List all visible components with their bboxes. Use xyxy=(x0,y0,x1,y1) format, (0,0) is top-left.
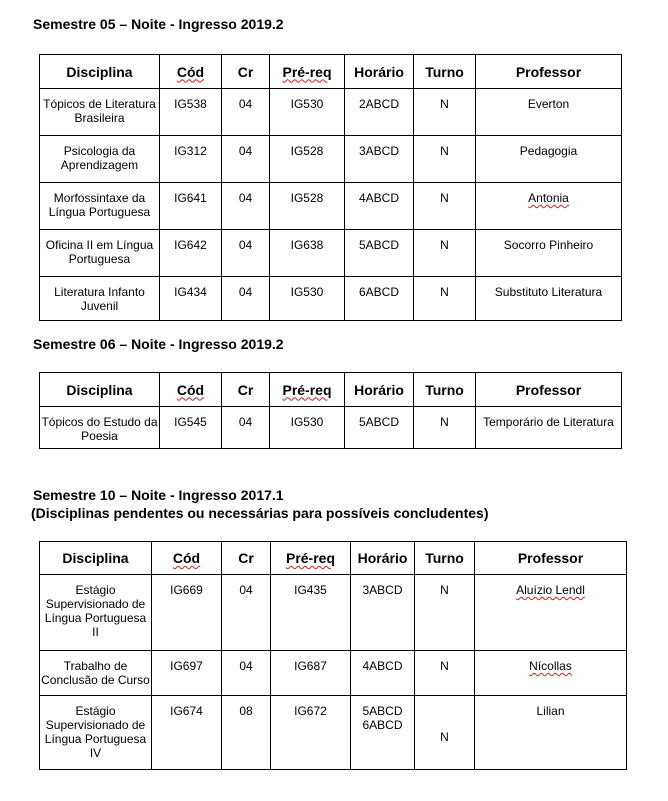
cell-cr: 04 xyxy=(222,651,271,696)
cell-horario xyxy=(351,696,415,770)
cell-disciplina: Morfossintaxe da Língua Portuguesa xyxy=(40,183,160,230)
table-row xyxy=(40,277,622,321)
cell-turno: N xyxy=(414,277,476,321)
cell-turno: N xyxy=(414,136,476,183)
table-row xyxy=(40,230,622,277)
cell-cod: IG312 xyxy=(160,136,222,183)
header-cr: Cr xyxy=(222,542,271,575)
cell-cr: 04 xyxy=(222,407,270,449)
cell-professor: Temporário de Literatura xyxy=(476,407,622,449)
cell-professor: Pedagogia xyxy=(476,136,622,183)
cell-prereq: IG687 xyxy=(271,651,351,696)
cell-horario: 5ABCD xyxy=(345,230,414,277)
cell-disciplina: Tópicos do Estudo da Poesia xyxy=(40,407,160,449)
header-horario: Horário xyxy=(351,542,415,575)
cell-professor: Antonia xyxy=(476,183,622,230)
cell-professor: Nícollas xyxy=(475,651,627,696)
table-row xyxy=(40,575,627,651)
cell-cod: IG538 xyxy=(160,89,222,136)
cell-turno: N xyxy=(414,89,476,136)
cell-cr: 04 xyxy=(222,230,270,277)
header-professor: Professor xyxy=(476,55,622,89)
cell-turno: N xyxy=(415,651,475,696)
header-professor: Professor xyxy=(476,373,622,407)
cell-prereq: IG435 xyxy=(271,575,351,651)
cell-cod: IG697 xyxy=(152,651,222,696)
cell-cr: 08 xyxy=(222,696,271,770)
cell-disciplina: Psicologia da Aprendizagem xyxy=(40,136,160,183)
header-cod: Cód xyxy=(152,542,222,575)
cell-prereq: IG528 xyxy=(270,136,345,183)
cell-prereq: IG530 xyxy=(270,89,345,136)
cell-cod: IG545 xyxy=(160,407,222,449)
cell-cr: 04 xyxy=(222,575,271,651)
table-row xyxy=(40,696,627,770)
cell-prereq: IG638 xyxy=(270,230,345,277)
cell-prereq: IG528 xyxy=(270,183,345,230)
cell-cod: IG434 xyxy=(160,277,222,321)
cell-cr: 04 xyxy=(222,136,270,183)
cell-cod: IG641 xyxy=(160,183,222,230)
header-prereq: Pré-req xyxy=(270,55,345,89)
section-title-semestre-10: Semestre 10 – Noite - Ingresso 2017.1 xyxy=(33,487,284,503)
header-cod: Cód xyxy=(160,373,222,407)
table-row xyxy=(40,89,622,136)
header-cod: Cód xyxy=(160,55,222,89)
cell-disciplina: Oficina II em Língua Portuguesa xyxy=(40,230,160,277)
schedule-table-semestre-05 xyxy=(39,54,622,321)
cell-cod: IG642 xyxy=(160,230,222,277)
header-turno: Turno xyxy=(415,542,475,575)
cell-professor: Socorro Pinheiro xyxy=(476,230,622,277)
cell-prereq: IG530 xyxy=(270,277,345,321)
header-prereq: Pré-req xyxy=(270,373,345,407)
header-disciplina: Disciplina xyxy=(40,55,160,89)
table-header-row xyxy=(40,542,627,575)
table-header-row xyxy=(40,55,622,89)
cell-turno: N xyxy=(414,407,476,449)
header-prereq: Pré-req xyxy=(271,542,351,575)
table-row xyxy=(40,651,627,696)
cell-professor: Aluízio Lendl xyxy=(475,575,627,651)
cell-cr: 04 xyxy=(222,183,270,230)
table-header-row xyxy=(40,373,622,407)
section-title-semestre-05: Semestre 05 – Noite - Ingresso 2019.2 xyxy=(33,16,284,32)
cell-cod: IG669 xyxy=(152,575,222,651)
cell-cr: 04 xyxy=(222,89,270,136)
horario-line-2: 6ABCD xyxy=(362,718,403,732)
header-professor: Professor xyxy=(475,542,627,575)
cell-disciplina: Literatura Infanto Juvenil xyxy=(40,277,160,321)
cell-professor: Lilian xyxy=(475,696,627,770)
header-horario: Horário xyxy=(345,373,414,407)
section-subtitle-semestre-10: (Disciplinas pendentes ou necessárias para possíveis concludentes) xyxy=(31,505,489,521)
cell-disciplina: Estágio Supervisionado de Língua Portuguesa II xyxy=(40,575,152,651)
cell-cod: IG674 xyxy=(152,696,222,770)
cell-disciplina: Tópicos de Literatura Brasileira xyxy=(40,89,160,136)
schedule-table-semestre-06 xyxy=(39,372,622,449)
cell-professor: Substituto Literatura xyxy=(476,277,622,321)
cell-horario: 3ABCD xyxy=(345,136,414,183)
section-title-semestre-06: Semestre 06 – Noite - Ingresso 2019.2 xyxy=(33,336,284,352)
cell-professor: Everton xyxy=(476,89,622,136)
cell-disciplina: Trabalho de Conclusão de Curso xyxy=(40,651,152,696)
header-horario: Horário xyxy=(345,55,414,89)
cell-turno: N xyxy=(415,575,475,651)
cell-horario: 3ABCD xyxy=(351,575,415,651)
cell-horario: 4ABCD xyxy=(351,651,415,696)
cell-horario: 4ABCD xyxy=(345,183,414,230)
cell-prereq: IG530 xyxy=(270,407,345,449)
header-cr: Cr xyxy=(222,55,270,89)
cell-turno: N xyxy=(415,696,475,770)
cell-cr: 04 xyxy=(222,277,270,321)
cell-disciplina: Estágio Supervisionado de Língua Portuguesa IV xyxy=(40,696,152,770)
table-row xyxy=(40,407,622,449)
table-row xyxy=(40,183,622,230)
table-row xyxy=(40,136,622,183)
cell-horario: 5ABCD xyxy=(345,407,414,449)
header-disciplina: Disciplina xyxy=(40,542,152,575)
cell-horario: 6ABCD xyxy=(345,277,414,321)
header-cr: Cr xyxy=(222,373,270,407)
cell-horario: 2ABCD xyxy=(345,89,414,136)
header-turno: Turno xyxy=(414,373,476,407)
cell-prereq: IG672 xyxy=(271,696,351,770)
schedule-table-semestre-10 xyxy=(39,541,627,770)
cell-turno: N xyxy=(414,183,476,230)
header-disciplina: Disciplina xyxy=(40,373,160,407)
cell-turno: N xyxy=(414,230,476,277)
horario-line-1: 5ABCD xyxy=(362,704,403,718)
header-turno: Turno xyxy=(414,55,476,89)
